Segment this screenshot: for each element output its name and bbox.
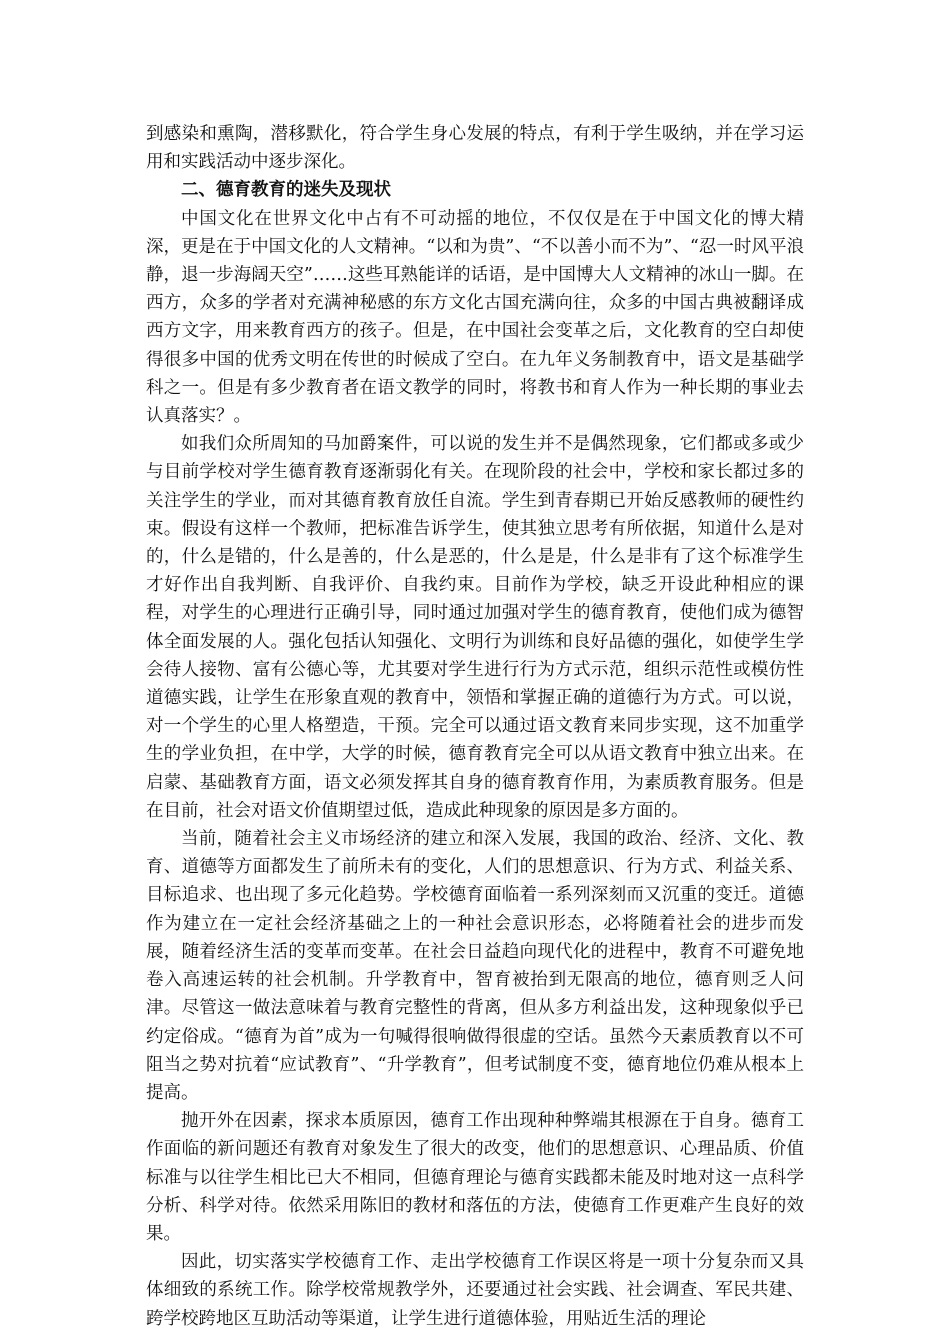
body-paragraph: 中国文化在世界文化中占有不可动摇的地位，不仅仅是在于中国文化的博大精深，更是在于中国文化的人文精神。“以和为贵”、“不以善小而不为”、“忍一时风平浪静，退一步海阔天空”……这些耳熟能详的话语，是中国博大人文精神的冰山一脚。在西方，众多的学者对充满神秘感的东方文化古国充满向往，众多的中国古典被翻译成西方文字，用来教育西方的孩子。但是，在中国社会变革之后，文化教育的空白却使得很多中国的优秀文明在传世的时候成了空白。在九年义务制教育中，语文是基础学科之一。但是有多少教育者在语文教学的同时，将教书和育人作为一种长期的事业去认真落实？。 — [146, 208, 804, 427]
continuation-paragraph: 到感染和熏陶，潜移默化，符合学生身心发展的特点，有利于学生吸纳，并在学习运用和实践活动中逐步深化。 — [146, 124, 804, 173]
document-body — [146, 120, 804, 1333]
body-paragraph: 如我们众所周知的马加爵案件，可以说的发生并不是偶然现象，它们都或多或少与目前学校对学生德育教育逐渐弱化有关。在现阶段的社会中，学校和家长都过多的关注学生的学业，而对其德育教育放任自流。学生到青春期已开始反感教师的硬性约束。假设有这样一个教师，把标准告诉学生，使其独立思考有所依据，知道什么是对的，什么是错的，什么是善的，什么是恶的，什么是是，什么是非有了这个标准学生才好作出自我判断、自我评价、自我约束。目前作为学校，缺乏开设此种相应的课程，对学生的心理进行正确引导，同时通过加强对学生的德育教育，使他们成为德智体全面发展的人。强化包括认知强化、文明行为训练和良好品德的强化，如使学生学会待人接物、富有公德心等，尤其要对学生进行行为方式示范，组织示范性或模仿性道德实践，让学生在形象直观的教育中，领悟和掌握正确的道德行为方式。可以说，对一个学生的心里人格塑造，干预。完全可以通过语文教育来同步实现，这不加重学生的学业负担，在中学，大学的时候，德育教育完全可以从语文教育中独立出来。在启蒙、基础教育方面，语文必须发挥其自身的德育教育作用，为素质教育服务。但是在目前，社会对语文价值期望过低，造成此种现象的原因是多方面的。 — [146, 434, 804, 821]
body-paragraph: 因此，切实落实学校德育工作、走出学校德育工作误区将是一项十分复杂而又具体细致的系统工作。除学校常规教学外，还要通过社会实践、社会调查、军民共建、跨学校跨地区互助活动等渠道，让学生进行道德体验，用贴近生活的理论 — [146, 1252, 804, 1329]
body-paragraph: 抛开外在因素，探求本质原因，德育工作出现种种弊端其根源在于自身。德育工作面临的新问题还有教育对象发生了很大的改变，他们的思想意识、心理品质、价值标准与以往学生相比已大不相同，但德育理论与德育实践都未能及时地对这一点科学分析、科学对待。依然采用陈旧的教材和落伍的方法，使德育工作更难产生良好的效果。 — [146, 1111, 804, 1244]
body-paragraph: 当前，随着社会主义市场经济的建立和深入发展，我国的政治、经济、文化、教育、道德等方面都发生了前所未有的变化，人们的思想意识、行为方式、利益关系、目标追求、也出现了多元化趋势。学校德育面临着一系列深刻而又沉重的变迁。道德作为建立在一定社会经济基础之上的一种社会意识形态，必将随着社会的进步而发展，随着经济生活的变革而变革。在社会日益趋向现代化的进程中，教育不可避免地卷入高速运转的社会机制。升学教育中，智育被抬到无限高的地位，德育则乏人问津。尽管这一做法意味着与教育完整性的背离，但从多方利益出发，这种现象似乎已约定俗成。“德育为首”成为一句喊得很响做得很虚的空话。虽然今天素质教育以不可阻当之势对抗着“应试教育”、“升学教育”，但考试制度不变，德育地位仍难从根本上提高。 — [146, 829, 804, 1103]
section-heading: 二、德育教育的迷失及现状 — [181, 180, 391, 201]
